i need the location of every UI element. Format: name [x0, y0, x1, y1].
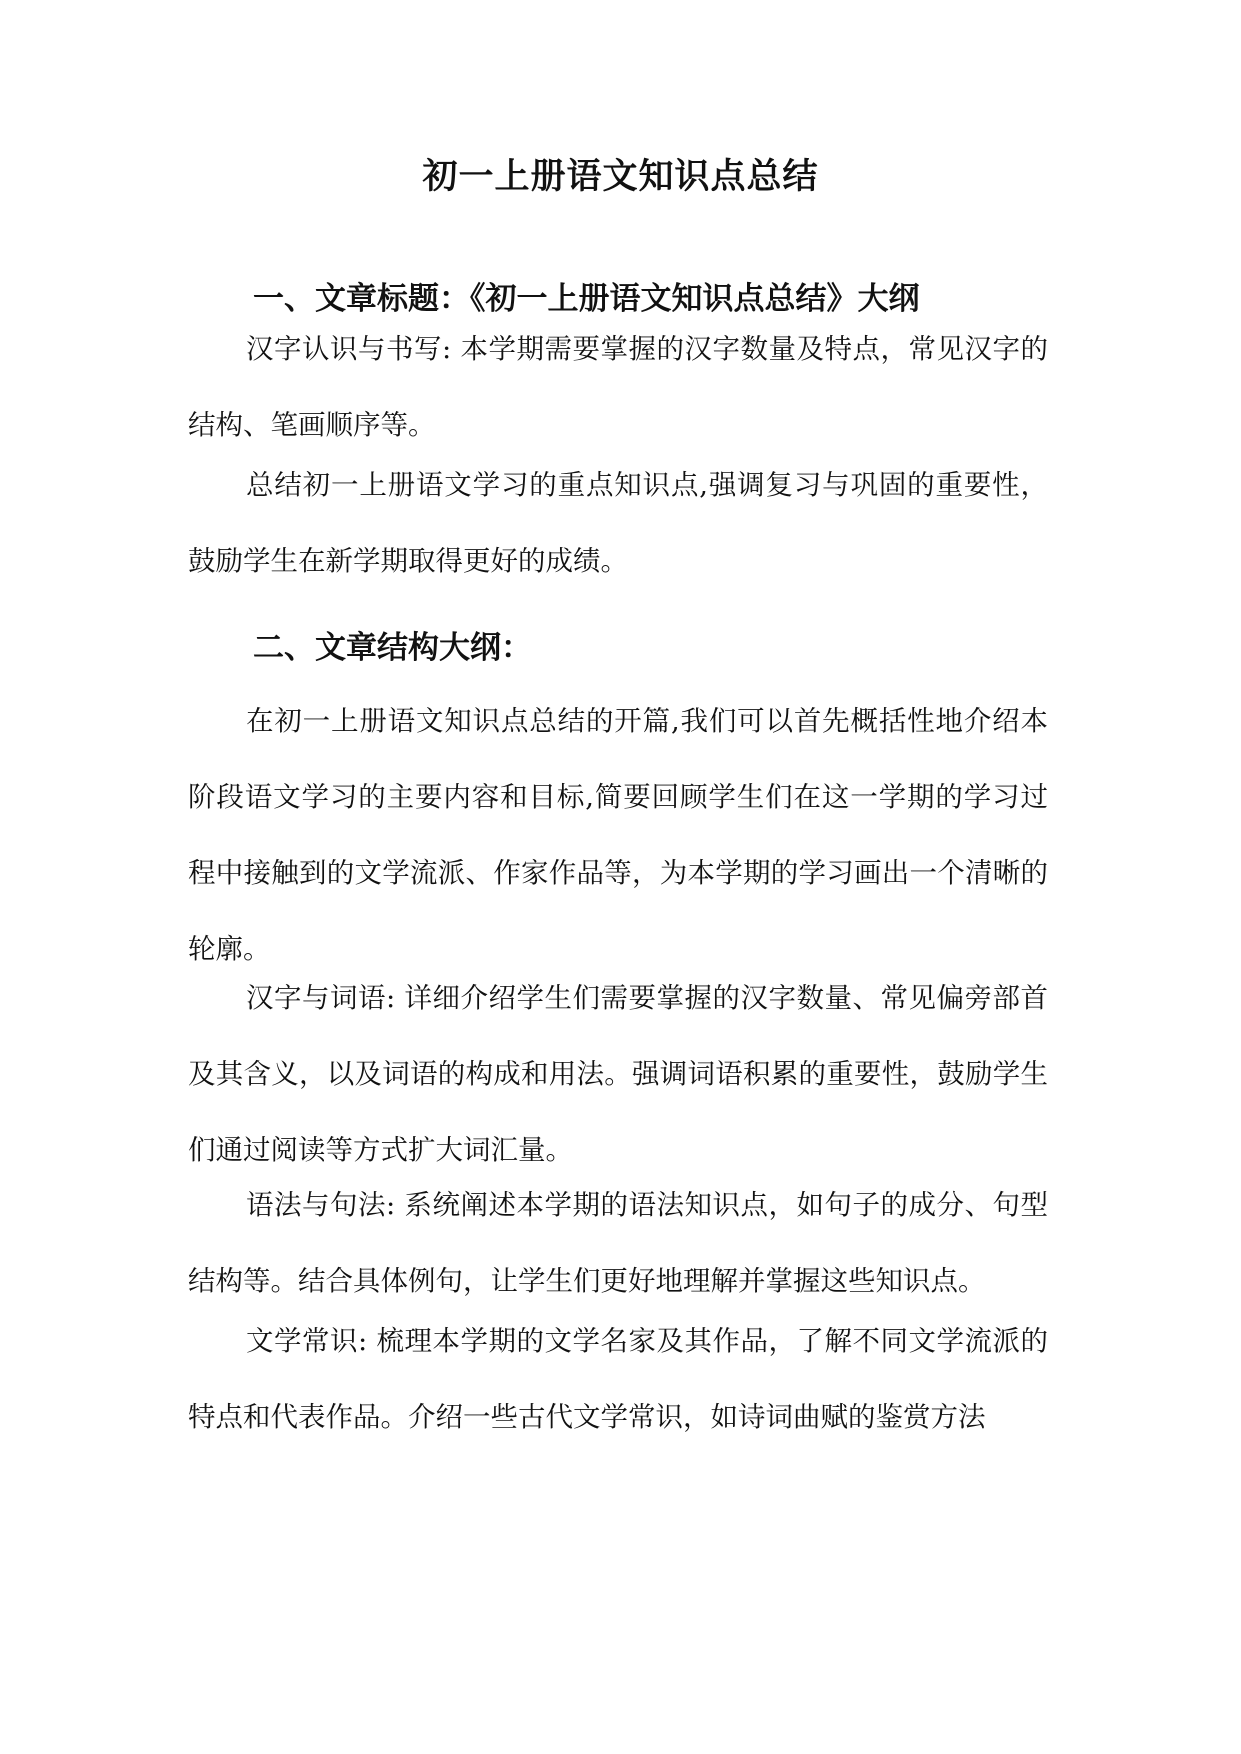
paragraph-grammar-syntax: 语法与句法: 系统阐述本学期的语法知识点，如句子的成分、句型结构等。结合具体例句，让学生们更好地理解并掌握这些知识点。	[188, 1189, 1048, 1297]
paragraph-literary-knowledge: 文学常识: 梳理本学期的文学名家及其作品，了解不同文学流派的特点和代表作品。介绍一些古代文学常识，如诗词曲赋的鉴赏方法	[188, 1325, 1048, 1433]
document-title: 初一上册语文知识点总结	[422, 156, 819, 197]
section-heading-outline-title: 一、文章标题：《初一上册语文知识点总结》大纲	[253, 281, 920, 317]
paragraph-opening-overview: 在初一上册语文知识点总结的开篇,我们可以首先概括性地介绍本阶段语文学习的主要内容和目标,简要回顾学生们在这一学期的学习过程中接触到的文学流派、作家作品等，为本学期的学习画出一个清晰的轮廓。	[188, 705, 1048, 965]
paragraph-hanzi-writing: 汉字认识与书写: 本学期需要掌握的汉字数量及特点，常见汉字的结构、笔画顺序等。	[188, 333, 1048, 441]
paragraph-summary-review: 总结初一上册语文学习的重点知识点,强调复习与巩固的重要性，鼓励学生在新学期取得更好的成绩。	[188, 469, 1048, 577]
paragraph-hanzi-words: 汉字与词语: 详细介绍学生们需要掌握的汉字数量、常见偏旁部首及其含义，以及词语的构成和用法。强调词语积累的重要性，鼓励学生们通过阅读等方式扩大词汇量。	[188, 982, 1048, 1166]
section-heading-structure-outline: 二、文章结构大纲：	[253, 630, 532, 666]
